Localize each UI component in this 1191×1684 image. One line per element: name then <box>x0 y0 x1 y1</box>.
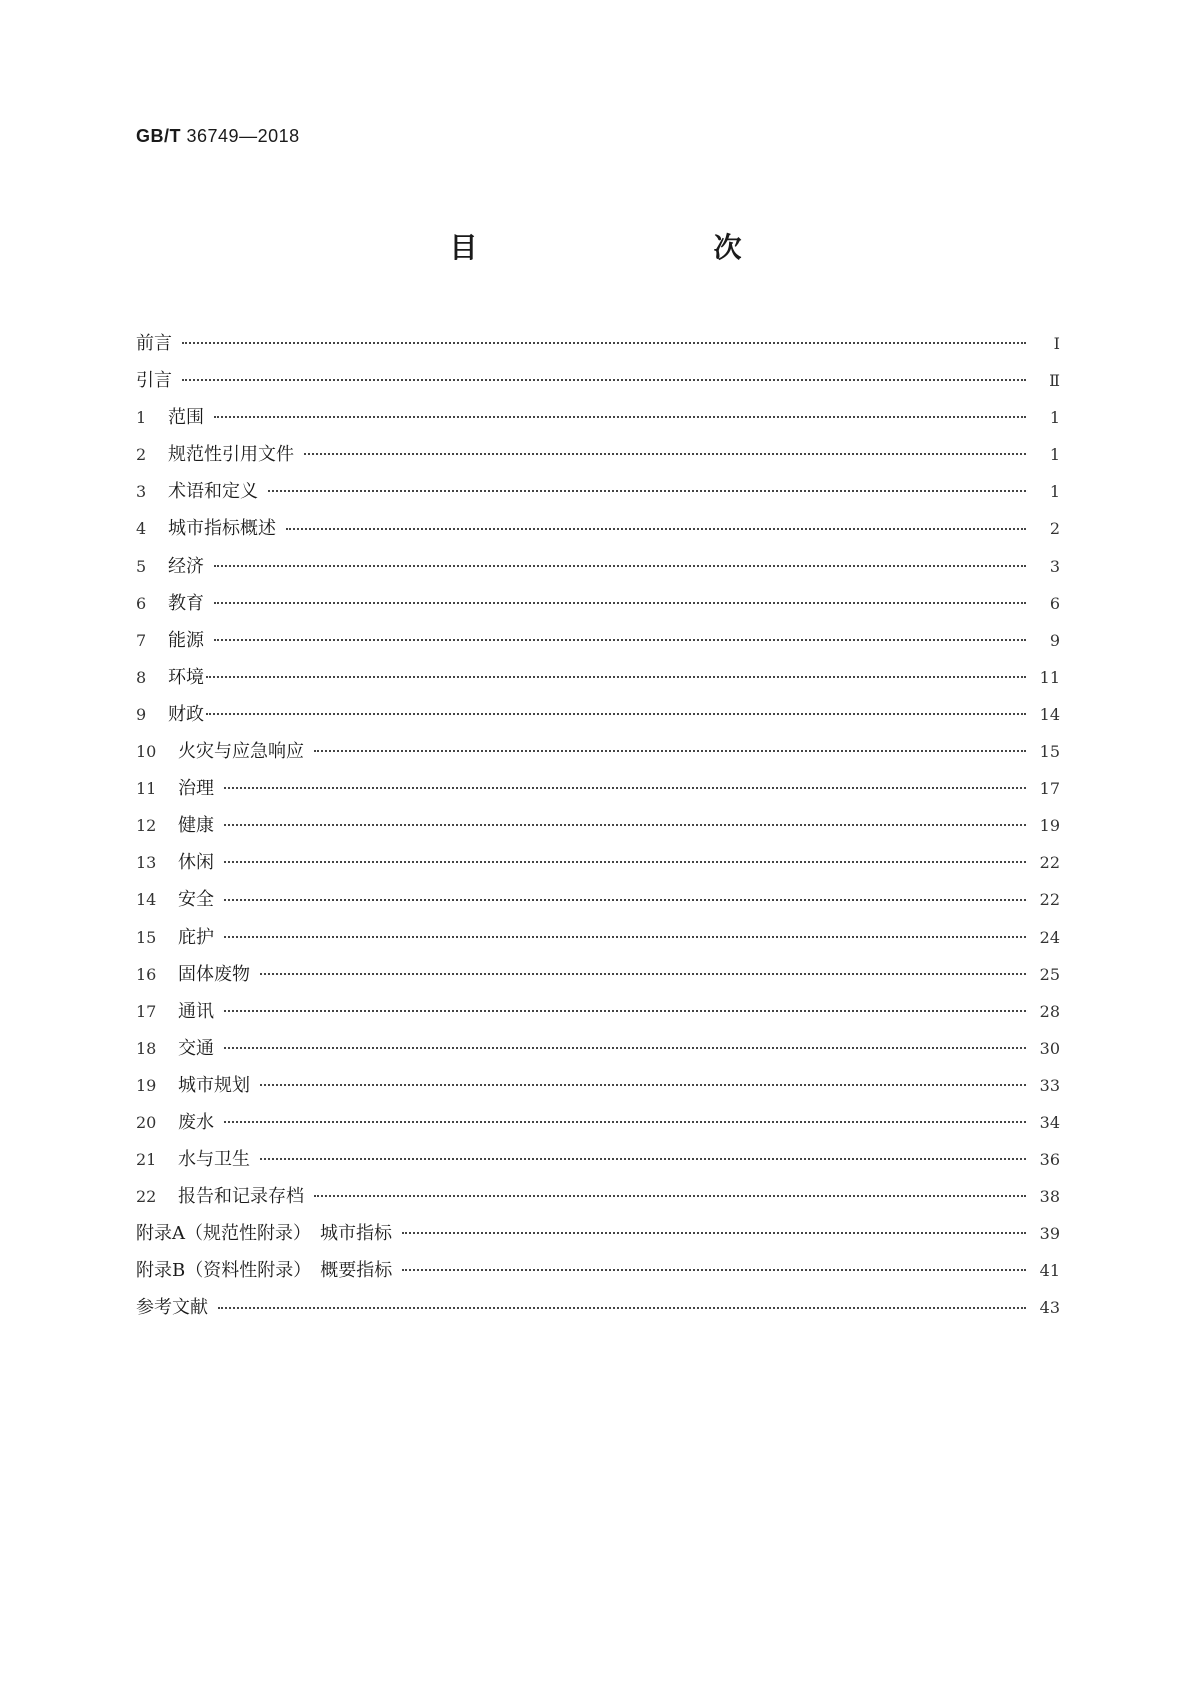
toc-entry-page-number: 41 <box>1039 1261 1060 1281</box>
toc-entry-page-number: 28 <box>1039 1001 1060 1021</box>
toc-entry-label: 休闲 <box>178 852 214 874</box>
toc-entry-number: 19 <box>136 1075 157 1095</box>
toc-entry-number: 21 <box>136 1150 157 1170</box>
toc-entry[interactable] <box>136 585 1060 622</box>
standard-code <box>136 126 300 147</box>
toc-entry-page-number: 25 <box>1039 964 1060 984</box>
toc-entry[interactable] <box>136 1252 1060 1289</box>
toc-entry[interactable] <box>136 956 1060 993</box>
toc-entry-page-number: 9 <box>1049 630 1060 650</box>
toc-dot-leader <box>224 1047 1026 1049</box>
toc-entry-page-number: 38 <box>1039 1187 1060 1207</box>
toc-entry-page-number: Ⅱ <box>1049 371 1060 391</box>
toc-dot-leader <box>224 861 1026 863</box>
toc-entry-label: 安全 <box>178 889 214 911</box>
standard-code-prefix: GB/T <box>136 126 181 146</box>
toc-entry-page-number: 17 <box>1039 779 1060 799</box>
toc-entry[interactable] <box>136 1215 1060 1252</box>
toc-entry[interactable] <box>136 1289 1060 1326</box>
toc-entry[interactable] <box>136 1178 1060 1215</box>
toc-dot-leader <box>182 342 1026 344</box>
toc-dot-leader <box>224 936 1026 938</box>
toc-entry-page-number: 33 <box>1039 1075 1060 1095</box>
page-title: 目 次 <box>449 231 802 264</box>
toc-entry-label: 城市指标概述 <box>168 518 276 540</box>
toc-entry-label: 庇护 <box>178 926 214 948</box>
toc-dot-leader <box>224 1010 1026 1012</box>
toc-entry-page-number: 1 <box>1049 482 1060 502</box>
toc-entry-label: 废水 <box>178 1111 214 1133</box>
toc-entry-number: 6 <box>136 593 147 613</box>
toc-entry-page-number: 1 <box>1049 445 1060 465</box>
toc-entry-label: 参考文献 <box>136 1297 208 1319</box>
toc-entry-number: 1 <box>136 408 147 428</box>
toc-entry-number: 3 <box>136 482 147 502</box>
toc-entry-label: 附录B（资料性附录） 概要指标 <box>136 1260 393 1282</box>
toc-dot-leader <box>218 1307 1026 1309</box>
toc-entry-label: 引言 <box>136 370 172 392</box>
toc-entry-number: 11 <box>136 779 157 799</box>
toc-entry-number: 22 <box>136 1187 157 1207</box>
toc-entry-number: 9 <box>136 704 147 724</box>
toc-entry[interactable] <box>136 325 1060 362</box>
toc-entry-label: 健康 <box>178 815 214 837</box>
toc-entry[interactable] <box>136 362 1060 399</box>
toc-entry-label: 交通 <box>178 1037 214 1059</box>
toc-entry[interactable] <box>136 770 1060 807</box>
toc-entry-page-number: 3 <box>1049 556 1060 576</box>
toc-entry-label: 水与卫生 <box>178 1149 250 1171</box>
toc-dot-leader <box>224 899 1026 901</box>
toc-entry-number: 8 <box>136 667 147 687</box>
toc-entry-page-number: 36 <box>1039 1150 1060 1170</box>
toc-entry-number: 20 <box>136 1112 157 1132</box>
toc-entry-page-number: 22 <box>1039 853 1060 873</box>
toc-entry-page-number: 2 <box>1049 519 1060 539</box>
toc-entry-label: 治理 <box>178 778 214 800</box>
toc-entry[interactable] <box>136 548 1060 585</box>
toc-entry[interactable] <box>136 473 1060 510</box>
toc-entry-number: 12 <box>136 816 157 836</box>
toc-entry-label: 报告和记录存档 <box>178 1186 304 1208</box>
toc-dot-leader <box>402 1269 1026 1271</box>
toc-entry-label: 通讯 <box>178 1000 214 1022</box>
toc-dot-leader <box>214 565 1026 567</box>
toc-dot-leader <box>206 676 1026 678</box>
toc-entry[interactable] <box>136 844 1060 881</box>
toc-dot-leader <box>286 528 1026 530</box>
toc-entry-label: 术语和定义 <box>168 481 258 503</box>
toc-dot-leader <box>314 750 1026 752</box>
toc-dot-leader <box>402 1232 1026 1234</box>
toc-entry-label: 财政 <box>168 703 204 725</box>
toc-entry-page-number: 22 <box>1039 890 1060 910</box>
toc-entry[interactable] <box>136 733 1060 770</box>
toc-entry-page-number: 39 <box>1039 1224 1060 1244</box>
toc-entry-page-number: 6 <box>1049 593 1060 613</box>
toc-entry-label: 能源 <box>168 629 204 651</box>
toc-entry[interactable] <box>136 622 1060 659</box>
toc-dot-leader <box>260 1084 1026 1086</box>
toc-entry-page-number: 15 <box>1039 742 1060 762</box>
toc-dot-leader <box>224 787 1026 789</box>
toc-entry-number: 14 <box>136 890 157 910</box>
toc-entry-number: 4 <box>136 519 147 539</box>
toc-entry[interactable] <box>136 807 1060 844</box>
toc-dot-leader <box>206 713 1026 715</box>
toc-dot-leader <box>182 379 1026 381</box>
toc-entry[interactable] <box>136 1104 1060 1141</box>
toc-entry-label: 经济 <box>168 555 204 577</box>
toc-dot-leader <box>214 639 1026 641</box>
table-of-contents <box>136 325 1060 1327</box>
toc-dot-leader <box>268 490 1026 492</box>
toc-dot-leader <box>214 416 1026 418</box>
toc-entry-page-number: 24 <box>1039 927 1060 947</box>
toc-entry-page-number: 19 <box>1039 816 1060 836</box>
toc-dot-leader <box>314 1195 1026 1197</box>
toc-dot-leader <box>214 602 1026 604</box>
toc-entry-number: 5 <box>136 556 147 576</box>
toc-entry[interactable] <box>136 399 1060 436</box>
toc-entry-label: 环境 <box>168 666 204 688</box>
toc-entry[interactable] <box>136 919 1060 956</box>
toc-entry[interactable] <box>136 436 1060 473</box>
toc-entry[interactable] <box>136 659 1060 696</box>
toc-entry-label: 附录A（规范性附录） 城市指标 <box>136 1223 392 1245</box>
toc-entry-number: 17 <box>136 1001 157 1021</box>
toc-entry-page-number: 14 <box>1039 704 1060 724</box>
toc-entry[interactable] <box>136 1067 1060 1104</box>
toc-dot-leader <box>260 973 1026 975</box>
toc-entry-number: 13 <box>136 853 157 873</box>
toc-dot-leader <box>260 1158 1026 1160</box>
toc-entry-page-number: 43 <box>1039 1298 1060 1318</box>
toc-dot-leader <box>224 824 1026 826</box>
toc-entry[interactable] <box>136 881 1060 918</box>
toc-entry-number: 16 <box>136 964 157 984</box>
toc-entry-label: 城市规划 <box>178 1074 250 1096</box>
toc-entry-page-number: 30 <box>1039 1038 1060 1058</box>
toc-entry-number: 10 <box>136 742 157 762</box>
toc-entry-label: 固体废物 <box>178 963 250 985</box>
toc-entry-number: 2 <box>136 445 147 465</box>
toc-entry[interactable] <box>136 993 1060 1030</box>
toc-entry[interactable] <box>136 510 1060 547</box>
toc-entry-page-number: 34 <box>1039 1112 1060 1132</box>
toc-entry-number: 7 <box>136 630 147 650</box>
toc-entry-label: 教育 <box>168 592 204 614</box>
toc-dot-leader <box>304 453 1026 455</box>
toc-entry-number: 18 <box>136 1038 157 1058</box>
toc-dot-leader <box>224 1121 1026 1123</box>
toc-entry-label: 前言 <box>136 333 172 354</box>
toc-entry-page-number: 11 <box>1039 667 1060 687</box>
toc-entry-label: 范围 <box>168 407 204 429</box>
toc-entry-label: 火灾与应急响应 <box>178 741 304 763</box>
toc-entry-page-number: Ⅰ <box>1053 334 1060 353</box>
toc-entry-page-number: 1 <box>1049 408 1060 428</box>
toc-entry[interactable] <box>136 1141 1060 1178</box>
standard-code-number: 36749—2018 <box>186 126 300 146</box>
toc-entry-number: 15 <box>136 927 157 947</box>
toc-entry[interactable] <box>136 1030 1060 1067</box>
toc-entry[interactable] <box>136 696 1060 733</box>
toc-entry-label: 规范性引用文件 <box>168 444 294 466</box>
